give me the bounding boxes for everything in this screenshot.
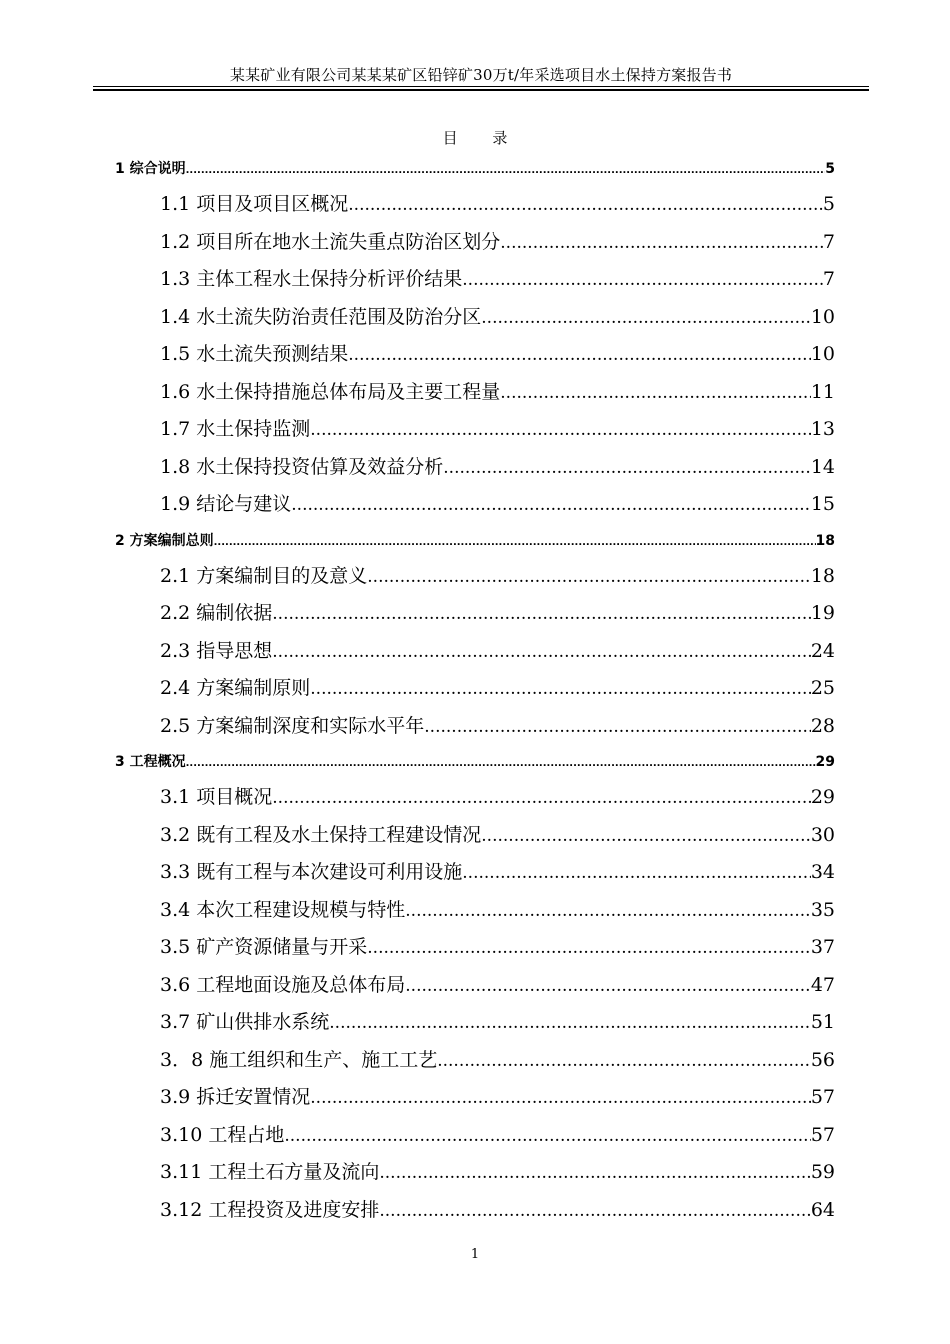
toc-section-entry[interactable]	[115, 708, 835, 746]
toc-section-entry[interactable]	[115, 374, 835, 412]
toc-entry-page: 37	[810, 936, 835, 958]
toc-entry-label: 2.3 指导思想	[160, 639, 273, 662]
toc-entry-page: 14	[810, 455, 835, 478]
toc-section-entry[interactable]	[115, 1192, 835, 1230]
toc-dot-leader	[291, 487, 811, 524]
toc-dot-leader	[379, 1155, 810, 1192]
toc-entry-label: 3.10 工程占地	[160, 1123, 285, 1146]
toc-entry-page: 18	[815, 532, 835, 549]
toc-entry-label: 1.1 项目及项目区概况	[160, 193, 349, 215]
toc-entry-label: 3.6 工程地面设施及总体布局	[160, 973, 406, 996]
toc-dot-leader	[186, 154, 826, 186]
toc-entry-page: 24	[810, 639, 835, 662]
toc-section-entry[interactable]	[115, 854, 835, 892]
toc-dot-leader	[462, 262, 823, 299]
toc-entry-label: 1.6 水土保持措施总体布局及主要工程量	[160, 380, 501, 403]
toc-entry-page: 57	[810, 1086, 835, 1108]
toc-dot-leader	[186, 747, 816, 779]
toc-entry-label: 3.12 工程投资及进度安排	[160, 1198, 380, 1221]
toc-chapter-entry[interactable]	[115, 745, 835, 779]
toc-entry-label: 3.4 本次工程建设规模与特性	[160, 898, 406, 921]
toc-entry-label: 2.2 编制依据	[160, 602, 273, 624]
toc-dot-leader	[443, 450, 811, 487]
toc-entry-label: 3.3 既有工程与本次建设可利用设施	[160, 861, 463, 883]
header-rule-thick	[93, 89, 869, 91]
toc-chapter-entry[interactable]	[115, 152, 835, 186]
header-rule-thin	[93, 86, 869, 87]
toc-entry-page: 5	[825, 161, 835, 177]
toc-dot-leader	[310, 412, 811, 449]
toc-entry-label: 1.5 水土流失预测结果	[160, 343, 349, 365]
toc-section-entry[interactable]	[115, 670, 835, 708]
toc-entry-label: 3.2 既有工程及水土保持工程建设情况	[160, 823, 482, 846]
toc-entry-page: 7	[822, 268, 835, 290]
toc-chapter-entry[interactable]	[115, 524, 835, 558]
toc-entry-page: 64	[810, 1198, 835, 1221]
toc-entry-label: 1.9 结论与建议	[160, 493, 292, 515]
toc-entry-page: 47	[810, 973, 835, 996]
toc-dot-leader	[405, 968, 811, 1005]
toc-section-entry[interactable]	[115, 558, 835, 596]
toc-entry-label: 2 方案编制总则	[115, 532, 214, 549]
toc-section-entry[interactable]	[115, 633, 835, 671]
toc-entry-label: 1 综合说明	[115, 161, 186, 177]
toc-dot-leader	[481, 300, 811, 337]
toc-entry-page: 34	[810, 861, 835, 883]
toc-section-entry[interactable]	[115, 1004, 835, 1042]
toc-section-entry[interactable]	[115, 224, 835, 262]
toc-section-entry[interactable]	[115, 486, 835, 524]
toc-dot-leader	[481, 818, 811, 855]
toc-section-entry[interactable]	[115, 929, 835, 967]
toc-entry-page: 30	[810, 823, 835, 846]
toc-section-entry[interactable]	[115, 186, 835, 224]
toc-section-entry[interactable]	[115, 1042, 835, 1080]
toc-section-entry[interactable]	[115, 892, 835, 930]
toc-section-entry[interactable]	[115, 449, 835, 487]
toc-entry-label: 3.11 工程土石方量及流向	[160, 1161, 380, 1183]
toc-dot-leader	[272, 596, 811, 633]
toc-entry-page: 57	[810, 1123, 835, 1146]
toc-dot-leader	[272, 634, 811, 671]
toc-entry-page: 25	[810, 677, 835, 699]
toc-entry-page: 29	[810, 786, 835, 808]
toc-entry-page: 28	[810, 714, 835, 737]
toc-entry-label: 3 工程概况	[115, 754, 186, 770]
toc-entry-label: 1.8 水土保持投资估算及效益分析	[160, 455, 444, 478]
toc-entry-page: 5	[822, 193, 835, 215]
toc-title: 目 录	[442, 129, 508, 147]
toc-section-entry[interactable]	[115, 595, 835, 633]
toc-dot-leader	[367, 930, 811, 967]
toc-entry-page: 15	[810, 493, 835, 515]
toc-entry-page: 13	[810, 418, 835, 440]
toc-section-entry[interactable]	[115, 261, 835, 299]
toc-section-entry[interactable]	[115, 299, 835, 337]
toc-dot-leader	[500, 225, 823, 262]
toc-dot-leader	[379, 1193, 810, 1230]
toc-dot-leader	[437, 1043, 811, 1080]
toc-entry-label: 3.1 项目概况	[160, 786, 273, 808]
toc-entry-label: 1.4 水土流失防治责任范围及防治分区	[160, 305, 482, 328]
toc-section-entry[interactable]	[115, 779, 835, 817]
toc-entry-page: 19	[810, 602, 835, 624]
toc-dot-leader	[310, 1080, 811, 1117]
toc-section-entry[interactable]	[115, 411, 835, 449]
toc-entry-page: 10	[810, 343, 835, 365]
toc-entry-label: 1.2 项目所在地水土流失重点防治区划分	[160, 230, 501, 253]
table-of-contents	[115, 152, 835, 1229]
toc-entry-label: 2.4 方案编制原则	[160, 677, 311, 699]
toc-dot-leader	[424, 709, 811, 746]
toc-dot-leader	[272, 780, 811, 817]
toc-section-entry[interactable]	[115, 967, 835, 1005]
toc-dot-leader	[462, 855, 811, 892]
toc-entry-label: 3.9 拆迁安置情况	[160, 1086, 311, 1108]
toc-dot-leader	[329, 1005, 811, 1042]
toc-section-entry[interactable]	[115, 1117, 835, 1155]
toc-dot-leader	[348, 337, 811, 374]
toc-entry-page: 10	[810, 305, 835, 328]
toc-entry-label: 2.1 方案编制目的及意义	[160, 564, 368, 587]
toc-dot-leader	[214, 526, 816, 558]
toc-entry-page: 7	[822, 230, 835, 253]
toc-dot-leader	[500, 375, 811, 412]
toc-entry-page: 56	[810, 1048, 835, 1071]
toc-section-entry[interactable]	[115, 1154, 835, 1192]
toc-entry-label: 3.7 矿山供排水系统	[160, 1011, 330, 1033]
toc-section-entry[interactable]	[115, 817, 835, 855]
toc-dot-leader	[310, 671, 811, 708]
toc-entry-page: 51	[810, 1011, 835, 1033]
toc-entry-label: 2.5 方案编制深度和实际水平年	[160, 714, 425, 737]
toc-entry-label: 1.3 主体工程水土保持分析评价结果	[160, 268, 463, 290]
toc-entry-page: 29	[815, 754, 835, 770]
document-header: 某某矿业有限公司某某某矿区铅锌矿30万t/年采选项目水土保持方案报告书	[229, 66, 733, 84]
toc-section-entry[interactable]	[115, 1079, 835, 1117]
toc-entry-label: 3.5 矿产资源储量与开采	[160, 936, 368, 958]
toc-dot-leader	[284, 1118, 810, 1155]
page-number: 1	[470, 1247, 480, 1262]
toc-entry-page: 35	[810, 898, 835, 921]
toc-section-entry[interactable]	[115, 336, 835, 374]
toc-dot-leader	[367, 559, 811, 596]
toc-entry-page: 11	[810, 380, 835, 403]
toc-entry-label: 3．8 施工组织和生产、施工工艺	[160, 1048, 438, 1071]
toc-dot-leader	[405, 893, 811, 930]
toc-entry-page: 59	[810, 1161, 835, 1183]
toc-entry-page: 18	[810, 564, 835, 587]
toc-dot-leader	[348, 187, 823, 224]
toc-entry-label: 1.7 水土保持监测	[160, 418, 311, 440]
